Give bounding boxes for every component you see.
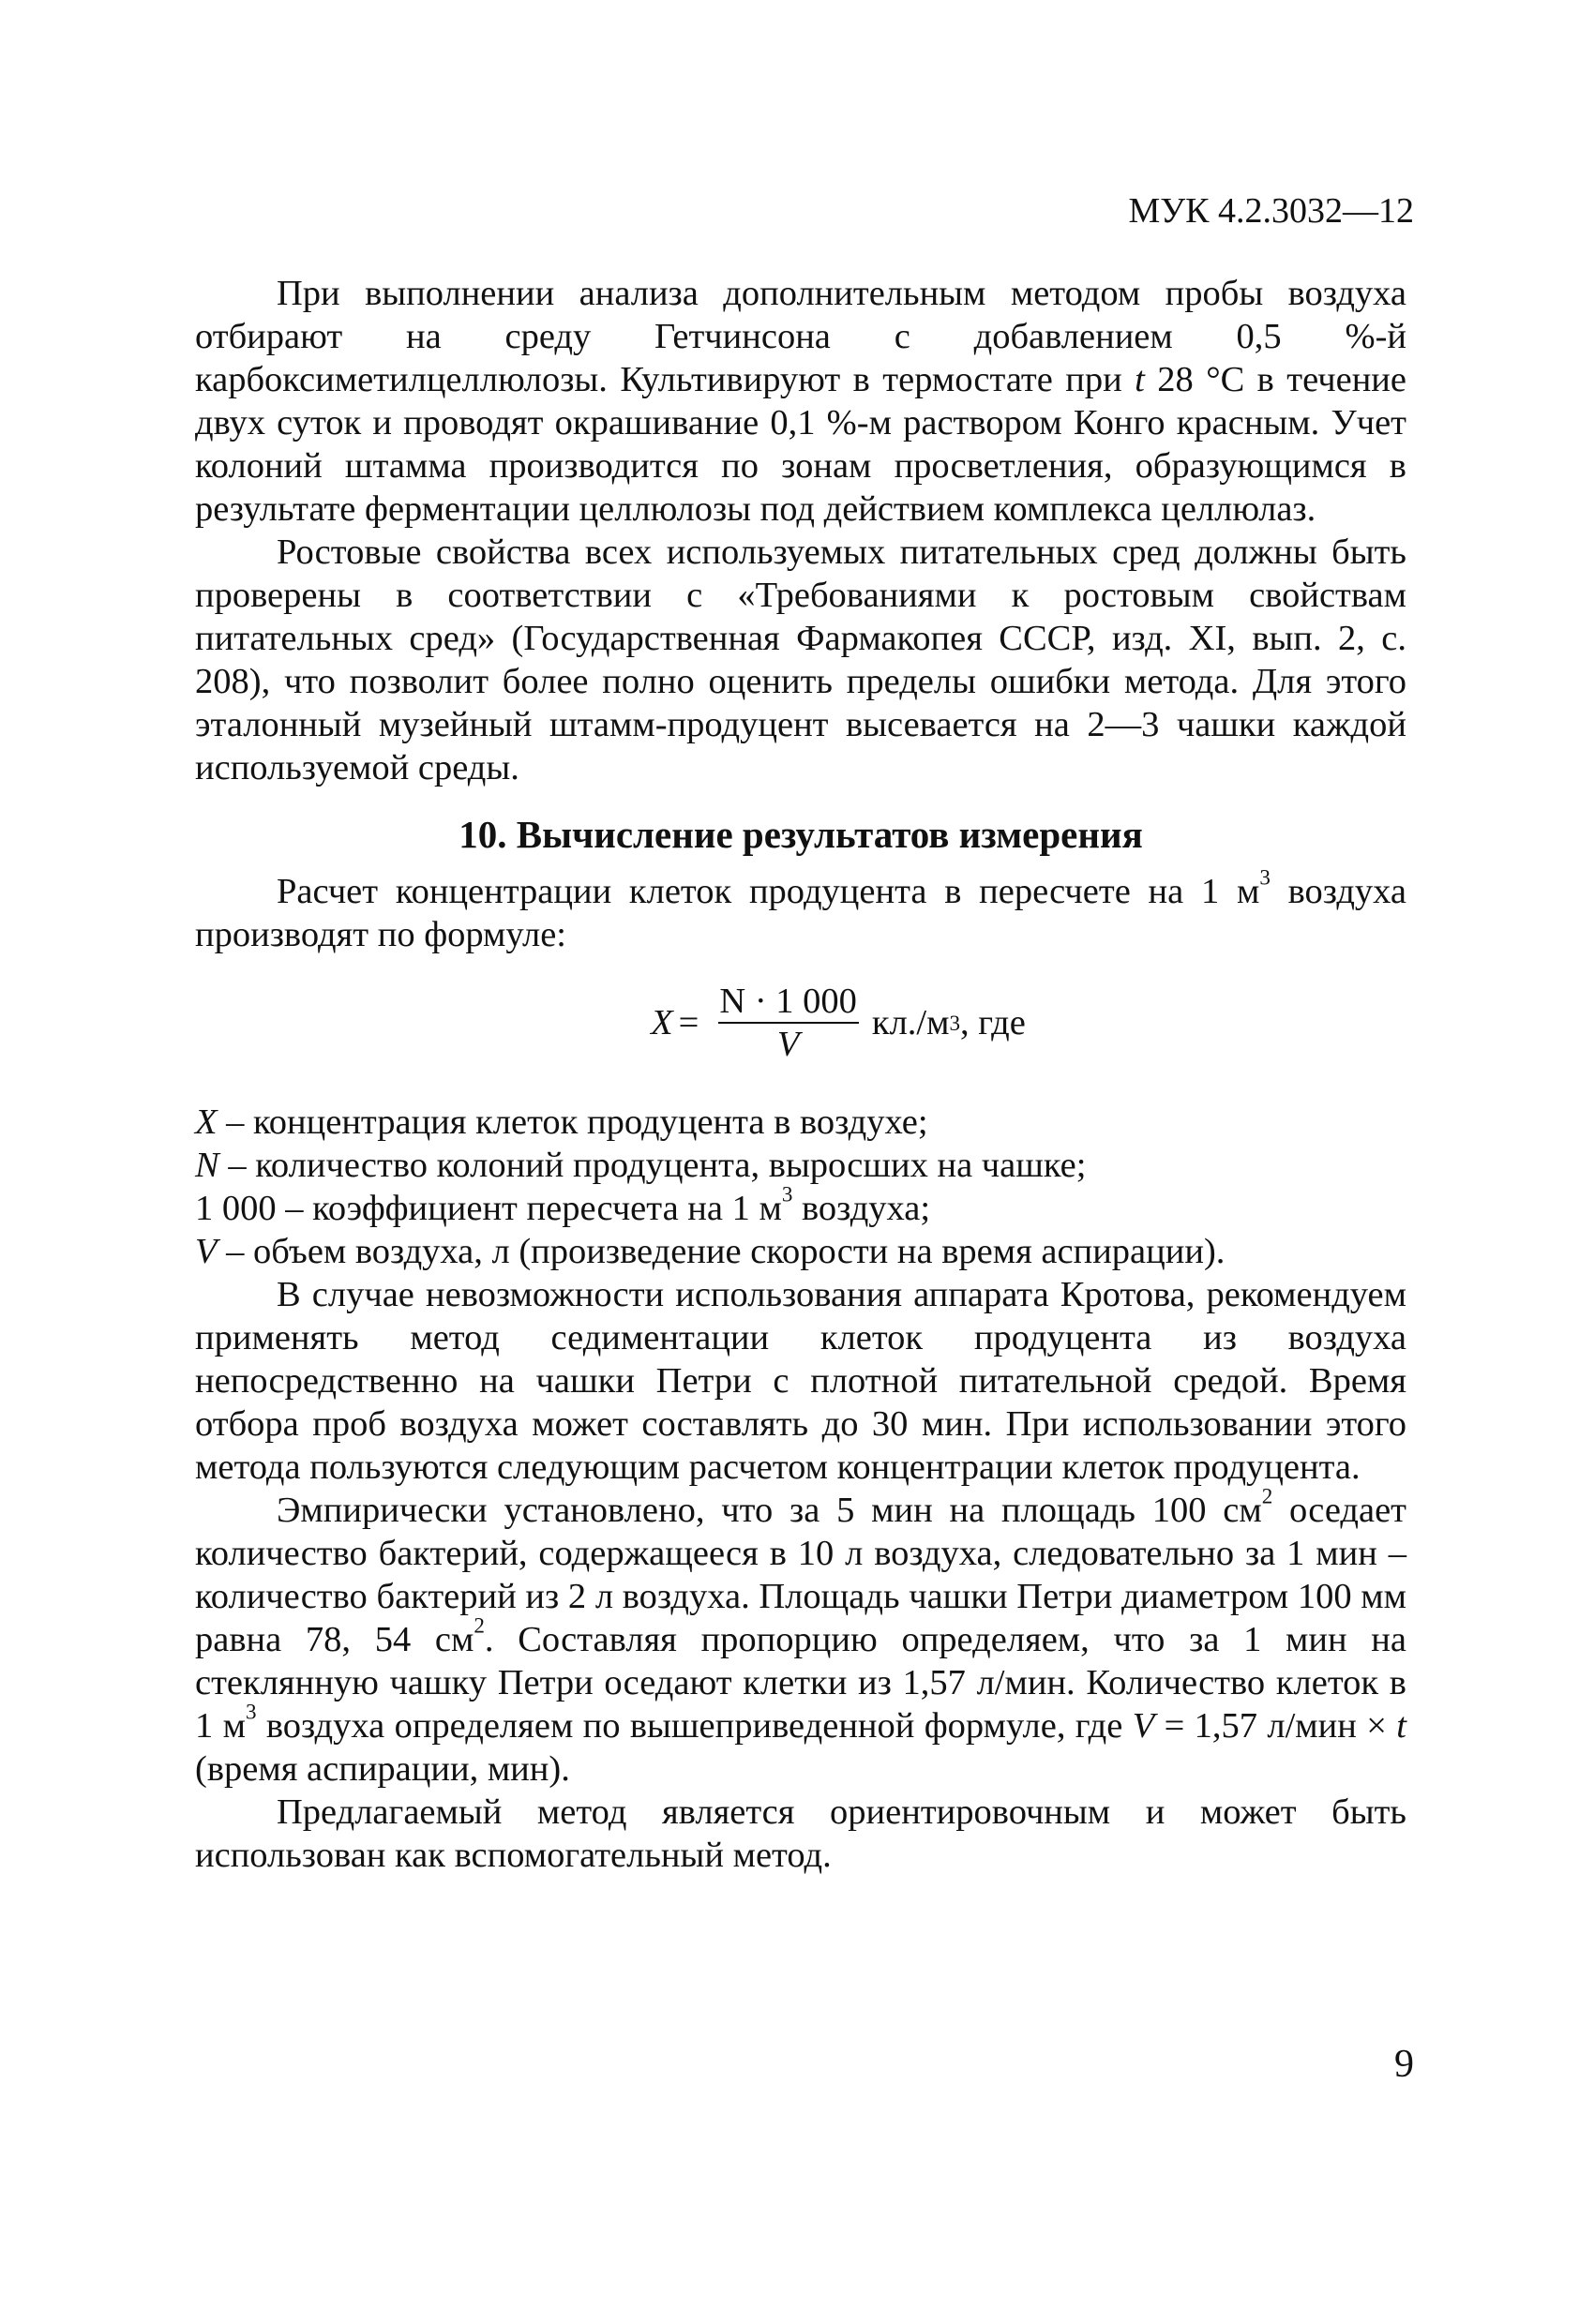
paragraph-text: воздуха определяем по вышеприведенной формуле, где [256, 1706, 1133, 1746]
formula-unit: кл./м [871, 1003, 950, 1042]
superscript: 2 [1261, 1483, 1273, 1508]
superscript: 3 [1259, 864, 1271, 890]
definition-text: – концентрация клеток продуцента в воздухе; [217, 1102, 928, 1142]
definition-text: воздуха; [792, 1189, 931, 1228]
definition-text: – количество колоний продуцента, выросших на чашке; [218, 1146, 1087, 1185]
paragraph-text: = 1,57 л/мин × [1154, 1706, 1397, 1746]
definition-symbol: N [195, 1146, 219, 1185]
definition-v [195, 1230, 1406, 1273]
definition-text: 1 000 – коэффициент пересчета на 1 м [195, 1189, 782, 1228]
superscript: 2 [474, 1612, 485, 1638]
paragraph-text: оседает количество бактерий, содержащееся в 10 л воздуха, следовательно за 1 мин – количество бактерий из 2 л воздуха. Площадь чашки Петри диаметром 100 мм равна 78, 54 см [195, 1491, 1406, 1659]
paragraph-text: 28 °С в течение двух суток и проводят окрашивание 0,1 %-м раствором Конго красным. Учет колоний штамма производится по зонам просветления, образующимся в результате ферментации целлюлозы под действием комплекса целлюлаз. [195, 360, 1406, 529]
paragraph-additional-method [195, 272, 1406, 531]
paragraph-text: Эмпирически установлено, что за 5 мин на площадь 100 см [277, 1491, 1262, 1530]
definition-x [195, 1101, 1406, 1144]
time-symbol: t [1396, 1706, 1406, 1746]
paragraph-text: . Составляя пропорцию определяем, что за 1 мин на стеклянную чашку Петри оседают клетки из 1,57 л/мин. Количество клеток в 1 м [195, 1620, 1406, 1746]
volume-symbol: V [1132, 1706, 1155, 1746]
paragraph-calculation-intro [195, 864, 1406, 956]
superscript: 3 [245, 1699, 257, 1724]
formula-tail: , где [960, 1003, 1026, 1042]
definition-text: – объем воздуха, л (произведение скорости на время аспирации). [217, 1232, 1226, 1271]
formula-numerator: N · 1 000 [719, 982, 857, 1021]
definition-n [195, 1144, 1406, 1187]
document-code: МУК 4.2.3032—12 [1128, 191, 1414, 231]
formula-denominator: V [776, 1025, 800, 1064]
paragraph-text: (время аспирации, мин). [195, 1749, 570, 1789]
formula-equals: = [678, 1003, 699, 1042]
section-heading: 10. Вычисление результатов измерения [459, 813, 1143, 856]
paragraph-growth-properties: Ростовые свойства всех используемых питательных сред должны быть проверены в соответствии с «Требованиями к ростовым свойствам питательных сред» (Государственная Фармакопея СССР, изд. XI, вып. 2, с. 208), что позволит более полно оценить пределы ошибки метода. Для этого эталонный музейный штамм-продуцент высевается на 2—3 чашки каждой используемой среды. [195, 532, 1406, 787]
concentration-formula: X = $\frac{N \cdot 1 000}{V}$ кл./м 3 , где [651, 982, 1026, 1064]
definition-symbol: V [195, 1232, 218, 1271]
page-content [195, 272, 1406, 1877]
temperature-symbol: t [1135, 360, 1145, 399]
formula-definitions [195, 1101, 1406, 1273]
page-number: 9 [1394, 2043, 1414, 2086]
superscript: 3 [781, 1181, 793, 1207]
formula-fraction [714, 981, 863, 1065]
paragraph-conclusion: Предлагаемый метод является ориентировочным и может быть использован как вспомогательный метод. [195, 1792, 1406, 1875]
formula-lhs: X [651, 1003, 673, 1042]
paragraph-text: воздуха производят по формуле: [195, 872, 1406, 954]
paragraph-empirical [195, 1483, 1406, 1791]
paragraph-text: При выполнении анализа дополнительным методом пробы воздуха отбирают на среду Гетчинсона с добавлением 0,5 %-й карбоксиметилцеллюлозы. Культивируют в термостате при [195, 274, 1406, 399]
paragraph-sedimentation-method: В случае невозможности использования аппарата Кротова, рекомендуем применять метод седиментации клеток продуцента из воздуха непосредственно на чашки Петри с плотной питательной средой. Время отбора проб воздуха может составлять до 30 мин. При использовании этого метода пользуются следующим расчетом концентрации клеток продуцента. [195, 1275, 1406, 1487]
definition-coefficient [195, 1181, 1406, 1230]
definition-symbol: X [195, 1102, 218, 1142]
paragraph-text: Расчет концентрации клеток продуцента в пересчете на 1 м [277, 872, 1260, 911]
